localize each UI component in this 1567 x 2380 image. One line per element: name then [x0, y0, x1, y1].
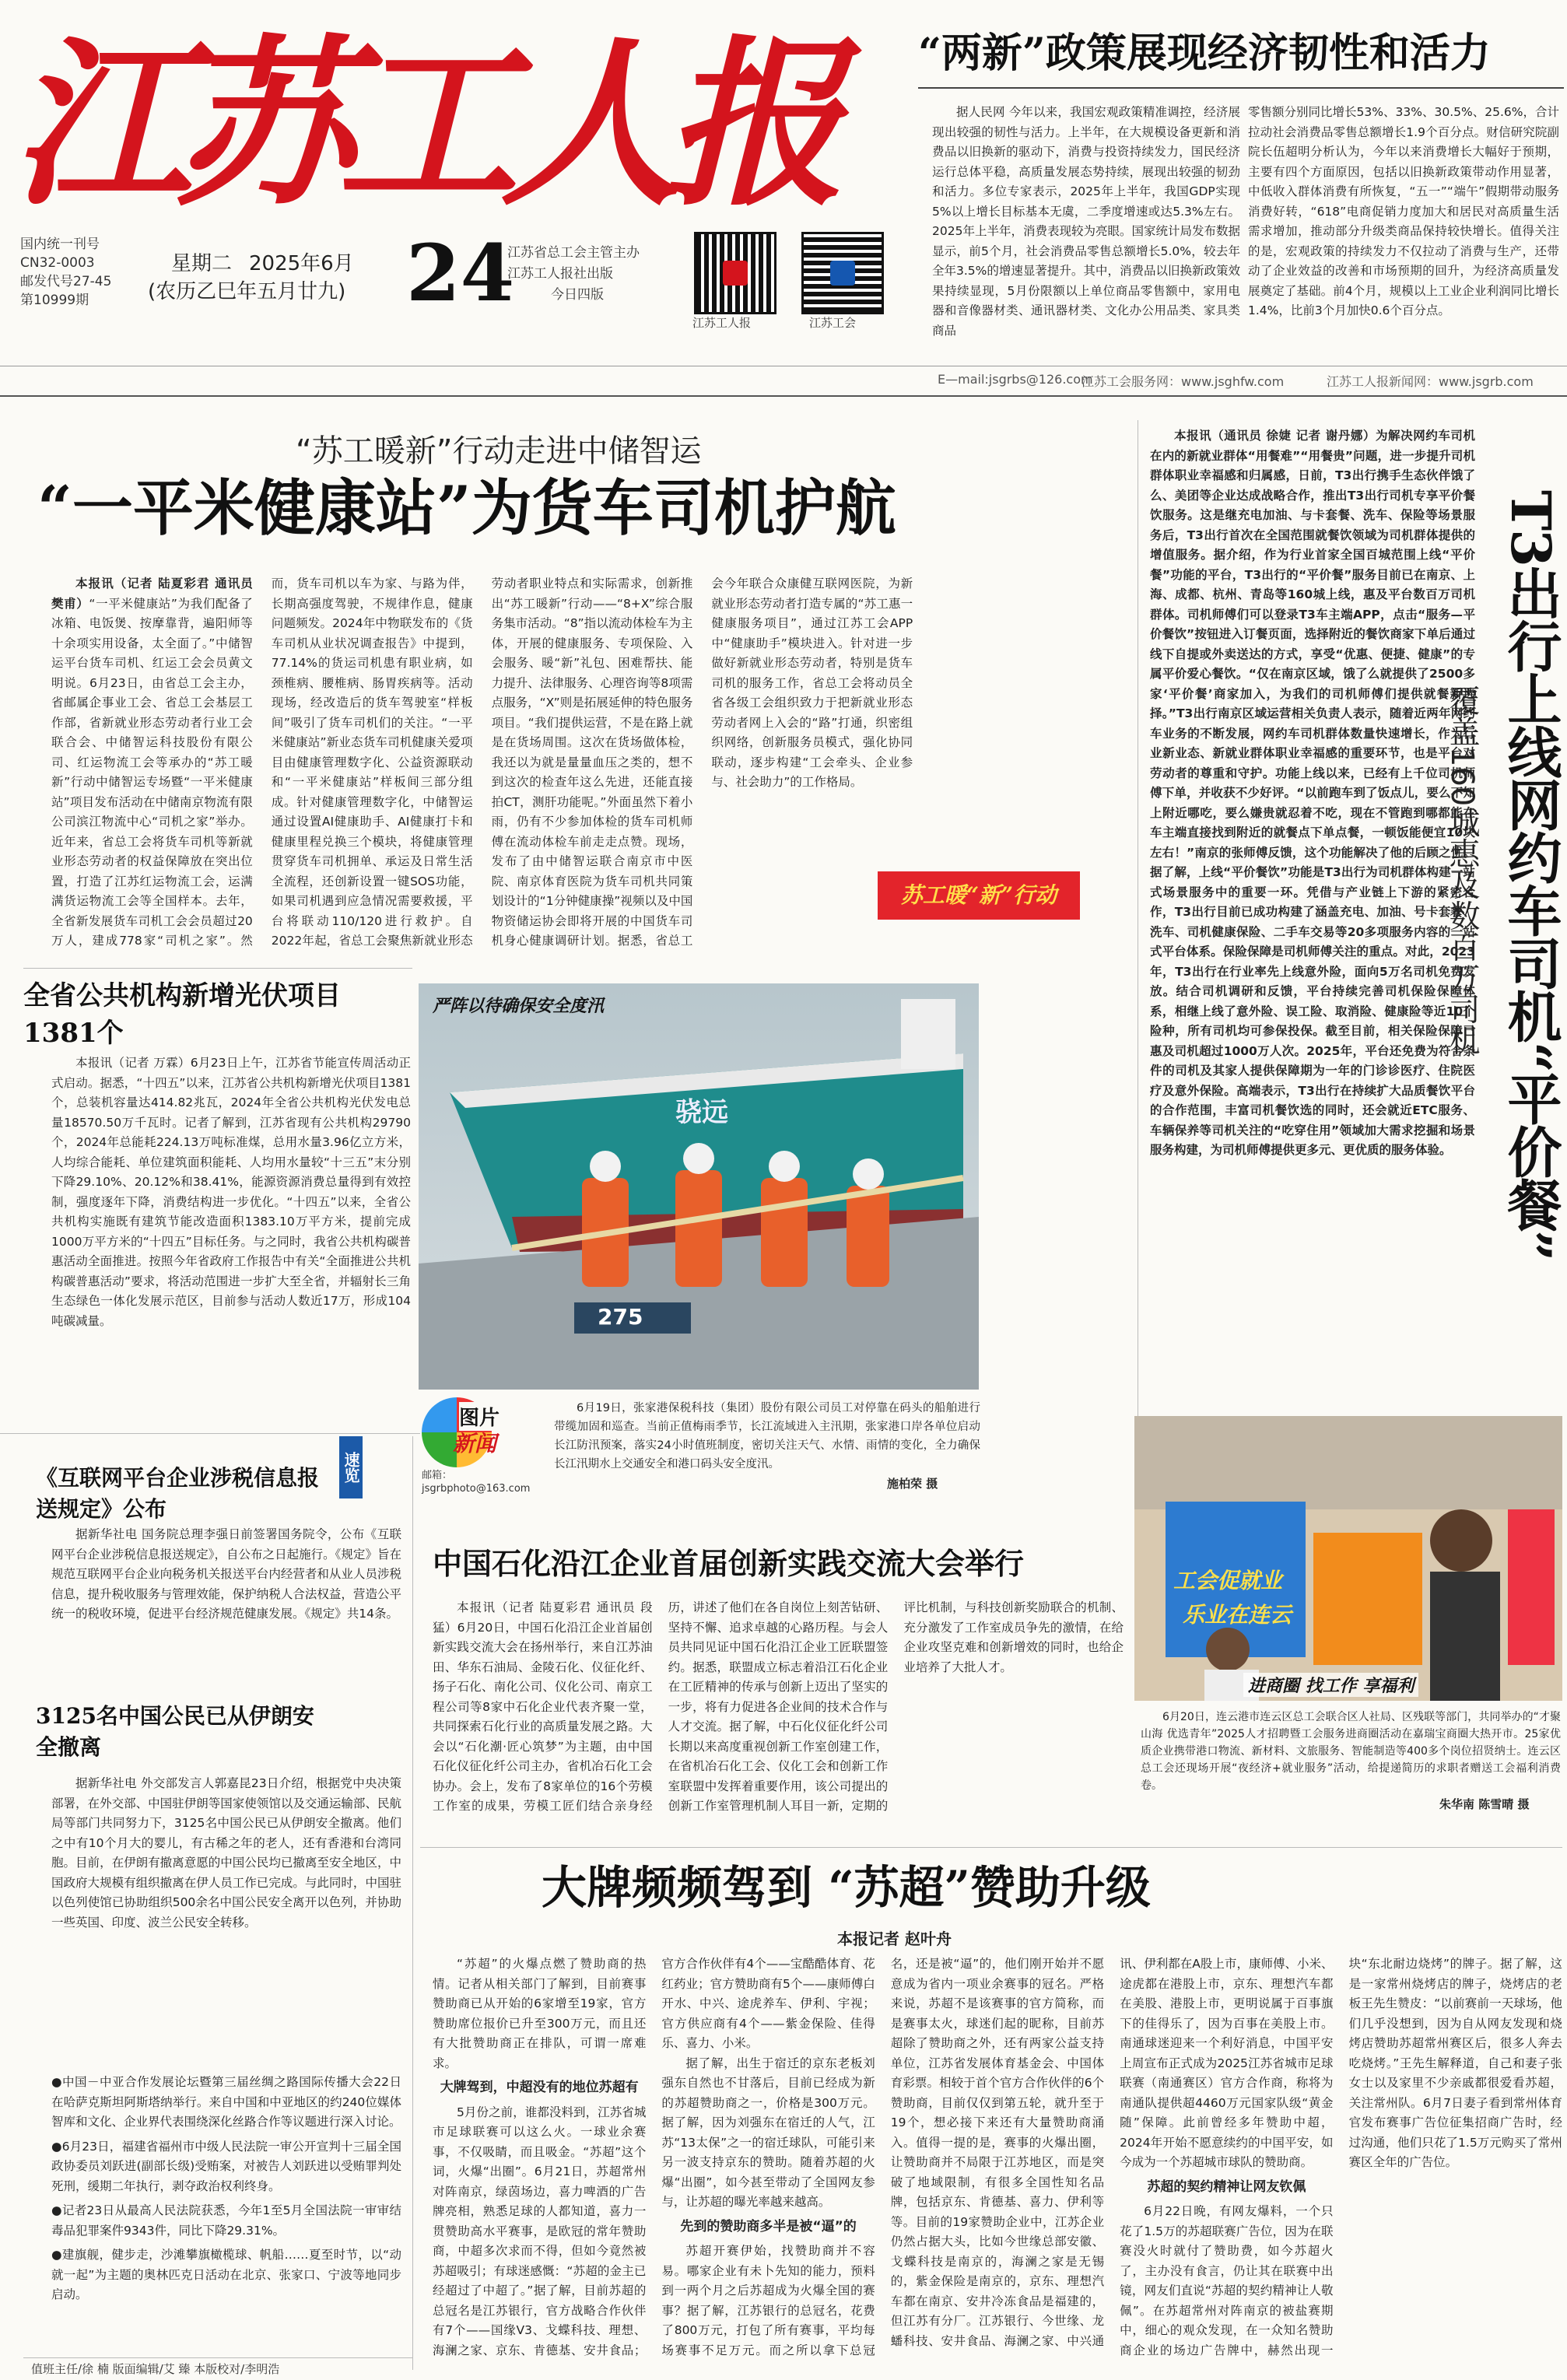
sports-subhead-2: 先到的赞助商多半是被“逼”的	[680, 2218, 857, 2235]
bullet-item: ●记者23日从最高人民法院获悉，今年1至5月全国法院一审审结毒品犯罪案件9343件，同比下降29.31%。	[51, 2203, 401, 2238]
top-story-col1: 据人民网 今年以来，我国宏观政策精准调控，经济展现出较强的韧性与活力。上半年，在大规模设备更新和消费品以旧换新的驱动下，消费与投资持续发力，国民经济运行总体平稳，高质量发展态势持续，展现出较强的韧劲和活力。多位专家表示，2025年上半年，我国GDP实现5%以上增长目标基本无虞，二季度增速或达5.3%左右。2025年上半年，消费表现较为亮眼。国家统计局发布数据显示，前5个月，社会消费品零售总额增长5.0%，较去年全年3.5%的增速显著提升。其中，消费品以旧换新政策效果持续显现，5月份限额以上单位商品零售额中，家用电器和音像器材类、通讯器材类、文化办公用品类、家具类商品	[932, 105, 1240, 338]
sinopec-story-body: 本报讯（记者 陆夏彩君 通讯员 段猛）6月20日，中国石化沿江企业首届创新实践交流大会在扬州举行，来自江苏油田、华东石油局、金陵石化、仪征化纤、扬子石化、南化公司、仪化公司、南京工程公司等8家中石化企业代表齐聚一堂，共同探索石化行业的高质量发展之路。大会以“石化潮·匠心筑梦”为主题，由中国石化仪征化纤公司主办，省机冶石化工会协办。会上，发布了8家单位的16个劳模工作室的成果，劳模工匠们结合亲身经历，讲述了他们在各自岗位上刻苦钻研、坚持不懈、追求卓越的心路历程。与会人员共同见证中国石化沿江企业工匠联盟签约。据悉，联盟成立标志着沿江石化企业在工匠精神的传承与创新上迈出了坚实的一步，将有力促进各企业间的技术合作与人才交流。据了解，中石化仪征化纤公司长期以来高度重视创新工作室创建工作，在省机冶石化工会、仪化工会和创新工作室联盟中发挥着重要作用，该公司提出的创新工作室管理机制人耳目一新，定期的评比机制，与科技创新奖励联合的机制、充分激发了工作室成员争先的激情，在给企业攻坚克难和创新增效的同时，也给企业培养了大批人才。	[433, 1600, 1124, 1813]
qr-code-jsgh[interactable]	[801, 232, 884, 314]
job-fair-credit: 朱华南 陈雪晴 摄	[1439, 1797, 1530, 1811]
sports-rule	[420, 1847, 1562, 1848]
quick-news-divider	[412, 1436, 413, 2370]
qr-code-jsgrb[interactable]	[694, 232, 776, 314]
flood-photo-credit: 施柏荣 摄	[887, 1477, 938, 1491]
quick-news-item1-body: 据新华社电 国务院总理李强日前签署国务院令，公布《互联网平台企业涉税信息报送规定》，自公布之日起施行。《规定》旨在规范互联网平台企业向税务机关报送平台内经营者和从业人员涉税信息，提升税收服务与管理效能，保护纳税人合法权益，营造公平统一的税收环境，促进平台经济规范健康发展。《规定》共14条。	[51, 1527, 401, 1621]
top-story-rule	[918, 87, 1564, 89]
masthead-logo	[11, 18, 851, 230]
masthead-meta-left: 国内统一刊号 CN32-0003 邮发代号27-45 第10999期	[20, 237, 112, 308]
quick-news-item2-title: 3125名中国公民已从伊朗安全撤离	[36, 1703, 314, 1760]
sports-story-byline: 本报记者 赵叶舟	[837, 1930, 952, 1948]
brief-left-body: 本报讯（记者 万霖）6月23日上午，江苏省节能宣传周活动正式启动。据悉，“十四五”以来，江苏省公共机构新增光伏项目1381个，总装机容量达414.82兆瓦，2024年全省公共机构光伏发电总量18570.50万千瓦时。记者了解到，江苏省现有公共机构29790个，2024年总能耗224.13万吨标准煤，总用水量3.96亿立方米，人均综合能耗、单位建筑面积能耗、人均用水量较“十三五”末分别下降29.10%、20.12%和38.41%，能源资源消费总量得到有效控制，强度逐年下降，消费结构进一步优化。“十四五”以来，全省公共机构实施既有建筑节能改造面积1383.10万平方米，提前完成1000万平方米的“十四五”目标任务。与之同时，我省公共机构碳普惠活动全面推进。按照今年省政府工作报告中有关“全面推进公共机构碳普惠活动”要求，将活动范围进一步扩大至全省，并辐射长三角生态绿色一体化发展示范区，目前参与活动人数近17万，形成104吨碳减量。	[51, 1056, 411, 1328]
photo-badge-bottom: 新闻	[453, 1431, 497, 1456]
job-fair-banner-a: 工会促就业	[1173, 1568, 1283, 1593]
main-story-kicker: “苏工暖新”行动走进中储智运	[296, 433, 702, 469]
masthead-logo-text: 江苏工人报	[11, 18, 829, 230]
photo-badge-top: 图片	[459, 1402, 500, 1431]
job-fair-banner-b: 乐业在连云	[1183, 1602, 1292, 1628]
sports-story-title: 大牌频频驾到 “苏超”赞助升级	[542, 1861, 1151, 1914]
sports-story-body: “苏超”的火爆点燃了赞助商的热情。记者从相关部门了解到，目前赛事赞助商已从开始的6家增至19家，官方赞助席位报价已升至300万元，而且还有大批赞助商正在排队，可谓一席难求。 大牌驾到，中超没有的地位苏超有 5月份之前，谁都没料到，江苏省城市足球联赛可以这么火。一球业余赛事，不仅吸睛，而且吸金。“苏超”这个词，火爆“出圈”。6月21日，苏超常州对阵南京，绿茵场边，喜力啤酒的广告牌亮相，熟悉足球的人都知道，喜力一贯赞助高水平赛事，是欧冠的常年赞助商，中超多次求而不得，但如今竟然被苏超吸引；有球迷感慨：“苏超的金主已经超过了中超了。”据了解，目前苏超的总冠名是江苏银行，官方战略合作伙伴有7个——国缘V3、戈蝶科技、理想、海澜之家、京东、肯德基、安井食品；官方合作伙伴有4个——宝酷酷体育、花红药业；官方赞助商有5个——康师傅白开水、中兴、途虎养车、伊利、宇视；官方供应商有4个——紫金保险、佳得乐、喜力、小米。 据了解，出生于宿迁的京东老板刘强东自然也不甘落后，目前已经成为新的苏超赞助商之一，价格是300万元。据了解，因为刘强东在宿迁的人气，江苏“13太保”之一的宿迁球队，可能引来另一波支持京东的赞助。随着苏超的火爆“出圈”，如今甚至带动了全国网友参与，让苏超的曝光率越来越高。 先到的赞助商多半是被“逼”的 苏超开赛伊始，找赞助商并不容易。哪家企业有未卜先知的能力，预料到一两个月之后苏超成为火爆全国的赛事？据了解，江苏银行的总冠名，花费了800万元，打包了所有赛事，平均每场赛事不足万元。而之所以拿下总冠名，还是被“逼”的，他们刚开始并不愿意成为省内一项业余赛事的冠名。严格来说，苏超不是该赛事的官方简称，而是赛事太火，球迷们起的昵称，目前苏超除了赞助商之外，还有两家公益支持单位，江苏省发展体育基金会、中国体育彩票。相较于首个官方合作伙伴的6个赞助商，目前仅仅到第五轮，就升至于19个，想必接下来还有大量赞助商涌入。值得一提的是，赛事的火爆出圈，让赞助商并不局限于江苏地区，而是突破了地域限制，有很多全国性知名品牌，包括京东、肯德基、喜力、伊利等等。目前的19家赞助企业中，江苏企业仍然占据大头，比如今世缘总部安徽、戈蝶科技是南京的，海澜之家是无锡的，紫金保险是南京的，京东、理想汽车都在南京、安井冷冻食品是福建的，但江苏有分厂。江苏银行、今世缘、龙蟠科技、安井食品、海澜之家、中兴通讯、伊利都在A股上市，康师傅、小米、途虎都在港股上市，京东、理想汽车都在美股、港股上市，更明说属于百事旗下的佳得乐了，因为百事在美股上市。南通球迷迎来一个利好消息，中国平安上周宣布正式成为2025江苏省城市足球联赛（南通赛区）官方合作商，称将为南通队提供超4460万元国家队级“黄金随”保障。此前曾经多年赞助中超，2024年开始不愿意续约的中国平安，如今成为一个苏超城市球队的赞助商。 苏超的契约精神让网友钦佩 6月22日晚，有网友爆料，一个只花了1.5万的苏超联赛广告位，因为在联赛没火时就付了赞助费，如今苏超火了，主办没有食言，仍让其在联赛中出镜，网友们直说“苏超的契约精神让人敬佩”。在苏超常州对阵南京的被盐赛期中，细心的观众发现，在一众知名赞助商企业的场边广告牌中，赫然出现一块“东北耐边烧烤”的牌子。据了解，这是一家常州烧烤店的牌子，烧烤店的老板王先生赞皮：“以前赛前一天球场，他们几乎没想到，因为自从网友发现和烧烤店赞助苏超常州赛区后，很多人奔去吃烧烤。”王先生解释道，自己和妻子张女士以及家里不少亲戚都很爱看苏超，关注常州队。6月7日妻子看到常州体育官发布赛事广告位征集招商广告时，经过沟通，他们只花了1.5万元购买了常州赛区全年的广告位。	[433, 1957, 1562, 2357]
job-fair-overlay: 进商圈 找工作 享福利	[1243, 1673, 1418, 1697]
sports-subhead-1: 大牌驾到，中超没有的地位苏超有	[440, 2080, 639, 2095]
masthead-day: 24	[406, 227, 515, 319]
main-story-title: “一平米健康站”为货车司机护航	[37, 473, 896, 544]
photo-news-badge	[422, 1397, 543, 1514]
footer-editors: 值班主任/徐 楠 版面编辑/艾 臻 本版校对/李明浩	[31, 2362, 280, 2376]
sports-subhead-3: 苏超的契约精神让网友钦佩	[1147, 2178, 1306, 2195]
flood-photo-overlay: 严阵以待确保安全度汛	[433, 996, 605, 1016]
main-story-stamp: 苏工暖“新”行动	[878, 871, 1080, 920]
contact-site-2[interactable]: 江苏工人报新闻网：www.jsgrb.com	[1327, 374, 1534, 389]
bullet-item: ●6月23日，福建省福州市中级人民法院一审公开宣判十三届全国政协委员刘跃进(副部长级)受贿案，对被告人刘跃进以受贿罪判处死刑，缓期二年执行，剥夺政治权利终身。	[51, 2139, 401, 2193]
masthead-weekday: 星期二	[171, 252, 233, 275]
ship-name: 骁远	[675, 1097, 728, 1128]
masthead-rule-bottom	[0, 395, 1567, 397]
section-rule	[0, 1433, 420, 1434]
bullet-item: ●中国－中亚合作发展论坛暨第三届丝绸之路国际传播大会22日在哈萨克斯坦阿斯塔纳举行。来自中国和中亚地区的约240位媒体智库和文化、企业界代表围绕深化丝路合作等议题进行深入讨论。	[51, 2075, 401, 2129]
side-story-title: T3出行上线网约车司机“平价餐”	[1499, 490, 1563, 1260]
photo-badge-email[interactable]: 邮箱：jsgrbphoto@163.com	[422, 1470, 531, 1495]
contact-site-1[interactable]: 江苏工会服务网：www.jsghfw.com	[1081, 374, 1285, 389]
quick-news-label: 速览	[339, 1436, 363, 1498]
bullet-item: ●建旗舰，健步走，沙滩攀旗橄榄球、帆船……夏至时节，以“动就一起”为主题的奥林匹克日活动在北京、张家口、宁波等地同步启动。	[51, 2248, 401, 2301]
brief-left-rule	[23, 968, 412, 969]
masthead-lunar: (农历乙巳年五月廿九)	[148, 280, 346, 303]
masthead-date: 2025年6月	[249, 252, 354, 275]
main-story-body: 本报讯（记者 陆夏彩君 通讯员 樊甫）“一平米健康站”为我们配备了冰箱、电饭煲、按摩靠背，遍阳师等十余项实用设备，太全面了。”中储智运平台货车司机、红运工会会员黄文明说。6月23日，由省总工会主办，省邮属企事业工会、省总工会基层工作部，省新就业形态劳动者行业工会联合会、中储智运科技股份有限公司、红运物流工会等承办的“苏工暖新”行动中储智运专场暨“一平米健康站”项目发布活动在中储南京物流有限公司滨江物流中心“司机之家”举办。近年来，省总工会将货车司机等新就业形态劳动者的权益保障放在突出位置，打造了江苏红运物流工会，运满满货运物流工会等全国样本。去年，全省新发展货车司机工会会员超过20万人，建成778家“司机之家”。然而，货车司机以车为家、与路为伴，长期高强度驾驶，不规律作息，健康问题频发。2024年中物联发布的《货车司机从业状况调查报告》中提到，77.14%的货运司机患有职业病，如颈椎病、腰椎病、肠胃疾病等。活动现场，经改造后的货车驾驶室“样板间”吸引了货车司机们的关注。“一平米健康站”新业态货车司机健康关爱项目由健康管理数字化、公益资源联动和“一平米健康站”样板间三部分组成。针对健康管理数字化，中储智运通过设置AI健康助手、AI健康打卡和健康里程兑换三个模块，将健康管理贯穿货车司机拥单、承运及日常生活全流程，还创新设置一键SOS功能，如果司机遇到应急情况需要救援，平台将联动110/120进行救护。自2022年起，省总工会聚焦新就业形态劳动者职业特点和实际需求，创新推出“苏工暖新”行动——“8+X”综合服务集市活动。“8”指以流动体检车为主体，开展的健康服务、专项保险、入会服务、暖“新”礼包、困难帮扶、能力提升、法律服务、心理咨询等8项需点服务，“X”则是拓展延伸的特色服务项目。“我们提供运营，不是在路上就是在货场周围。这次在货场做体检，我还以为就是量量血压之类的，想不到这次的检查年这么先进，还能直接拍CT，测肝功能呢。”外面虽然下着小雨，仍有不少参加体检的货车司机师傅在流动体检车前走走点赞。现场，发布了由中储智运联合南京市中医院、南京体育医院为货车司机共同策划设计的“1分钟健康操”视频以及中国物资储运协会即将开展的中国货车司机身心健康调研计划。据悉，省总工会今年联合众康健互联网医院，为新就业形态劳动者打造专属的“苏工惠一健康服务项目”，通过江苏工会APP中“健康助手”模块进入。针对进一步做好新就业形态劳动者，特别是货车司机的服务工作，省总工会将动员全省各级工会组织致力于把新就业形态劳动者网上入会的“路”打通，织密组织网络，创新服务员模式，强化协同联动，逐步构建“工会牵头、企业参与、社会助力”的工作格局。	[51, 577, 913, 948]
flood-photo-caption: 6月19日，张家港保税科技（集团）股份有限公司员工对停靠在码头的船舶进行带缆加固和巡查。当前正值梅雨季节，长江流域进入主汛期，张家港口岸各单位启动长江防汛预案，落实24小时值班制度，密切关注天气、水情、雨情的变化，全力确保长江汛期水上交通安全和港口码头安全度汛。	[554, 1402, 980, 1470]
footer-rule	[23, 2357, 412, 2358]
quick-news-item2-body: 据新华社电 外交部发言人郭嘉昆23日介绍，根据党中央决策部署，在外交部、中国驻伊朗等国家使领馆以及交通运输部、民航局等部门共同努力下，3125名中国公民已从伊朗安全撤离。他们之中有10个月大的婴儿，有古稀之年的老人，还有香港和台湾同胞。目前，在伊朗有撤离意愿的中国公民均已撤离至安全地区，中国政府大规模有组织撤离在伊人员工作已完成。与此同时，中国驻以色列使馆已协助组织500余名中国公民安全离开以色列，并协助一些英国、印度、波兰公民安全转移。	[51, 1776, 401, 1930]
quick-news-item1-title: 《互联网平台企业涉税信息报送规定》公布	[36, 1465, 320, 1522]
sinopec-story-title: 中国石化沿江企业首届创新实践交流大会举行	[433, 1546, 1025, 1581]
top-story-col2: 零售额分别同比增长53%、33%、30.5%、25.6%，合计拉动社会消费品零售总额增长1.9个百分点。财信研究院副院长伍超明分析认为，今年以来消费增长大幅好于预期，主要有四个方面原因，包括以旧换新政策带动作用显著，中低收入群体消费有所恢复，“五一”“端午”假期带动服务消费好转，“618”电商促销力度加大和居民对高质量生活需求增加，推动部分升级类商品保持较快增长。值得关注的是，宏观政策的持续发力不仅拉动了消费与生产，还带动了企业效益的改善和市场预期的回升，为经济高质量发展奠定了基础。前4个月，规模以上工业企业利润同比增长1.4%，比前3个月加快0.6个百分点。	[1248, 105, 1559, 317]
job-fair-caption: 6月20日，连云港市连云区总工会联合区人社局、区残联等部门，共同举办的“才聚山海 优选青年”2025人才招聘暨工会服务进商圈活动在嘉瑞宝商圈大热开市。25家优质企业携带港口物流、新材料、文旅服务、智能制造等400多个岗位招贤纳士。连云区总工会还现场开展“夜经济+就业服务”活动，给提递简历的求职者赠送工会福利消费卷。	[1141, 1711, 1561, 1792]
brief-left-title: 全省公共机构新增光伏项目1381个	[23, 980, 341, 1049]
qr-label-jsgh: 江苏工会	[809, 316, 857, 330]
masthead-publisher: 江苏省总工会主管主办 江苏工人报社出版 今日四版	[507, 245, 640, 303]
job-fair-photo	[1134, 1416, 1562, 1701]
flood-photo	[419, 983, 979, 1390]
hull-number: 275	[598, 1304, 643, 1330]
qr-label-jsgrb: 江苏工人报	[692, 316, 752, 330]
side-story-subtitle: 覆盖160城惠及数百万司机	[1444, 685, 1480, 1056]
contact-email[interactable]: E—mail:jsgrbs@126.com	[938, 372, 1093, 387]
top-story-title: “两新”政策展现经济韧性和活力	[918, 30, 1491, 77]
side-story-body: 本报讯（通讯员 徐婕 记者 谢丹娜）为解决网约车司机在内的新就业群体“用餐难”“用餐贵”问题，进一步提升司机群体职业幸福感和归属感，日前，T3出行携手生态伙伴饿了么、美团等企业达成战略合作，推出T3出行司机专享平价餐饮服务。这是继充电加油、与卡套餐、洗车、保险等场景服务后，T3出行首次在全国范围就餐饮领域为司机群体提供的增值服务。据介绍，作为行业首家全国百城范围上线“平价餐”功能的平台，T3出行的“平价餐”服务目前已在南京、上海、成都、杭州、青岛等160城上线，惠及平台数百万司机群体。司机师傅们可以登录T3车主端APP，点击“服务—平价餐饮”按钮进入订餐页面，选择附近的餐饮商家下单后通过线下自提或外卖送达的方式，享受“优惠、便捷、健康”的专属平价爱心餐饮。“仅在南京区域，饿了么就提供了2500多家‘平价餐’商家加入，为我们的司机师傅们提供就餐新选择。”T3出行南京区域运营相关负责人表示，随着近两年网约车业务的不断发展，网约车司机群体数量快速增长，作为行业新业态、新就业群体职业幸福感的重要环节，也是平台对劳动者的尊重和守护。功能上线以来，已经有上千位司机师傅下单，并收获不少好评。“以前跑车到了饭点儿，要么不知上附近哪吃，要么嫌贵就忍着不吃，现在不管跑到哪都能在车主端直接找到附近的就餐点下单点餐，一顿饭能便宜10块左右！”南京的张师傅反馈，这个功能解决了他的后顾之忧。据了解，上线“平价餐饮”功能是T3出行为司机群体构建一站式场景服务中的重要一环。凭借与产业链上下游的紧密合作，T3出行目前已成功构建了涵盖充电、加油、号卡套餐、洗车、司机健康保险、二手车交易等20多项服务内容的一站式平台体系。保险保障是司机师傅关注的重点。对此，2023年，T3出行在行业率先上线意外险，面向5万名司机免费发放。结合司机调研和反馈，平台持续完善司机保险保障体系，相继上线了意外险、误工险、取消险、健康险等近10个险种，所有司机均可参保投保。截至目前，相关保险保障已惠及司机超过1000万人次。2025年，平台还免费为符合条件的司机及其家人提供保障期为一年的门诊诊医疗、住院医疗及意外保险。高端表示，T3出行在持续扩大品质餐饮平台的合作范围，丰富司机餐饮选的同时，还会就近ETC服务、车辆保养等司机关注的“吃穿住用”领域加大需求挖掘和场景服务构建，为司机师傅提供更多元、更优质的服务体验。	[1150, 429, 1475, 1157]
quick-news-bullets	[51, 2073, 401, 2353]
